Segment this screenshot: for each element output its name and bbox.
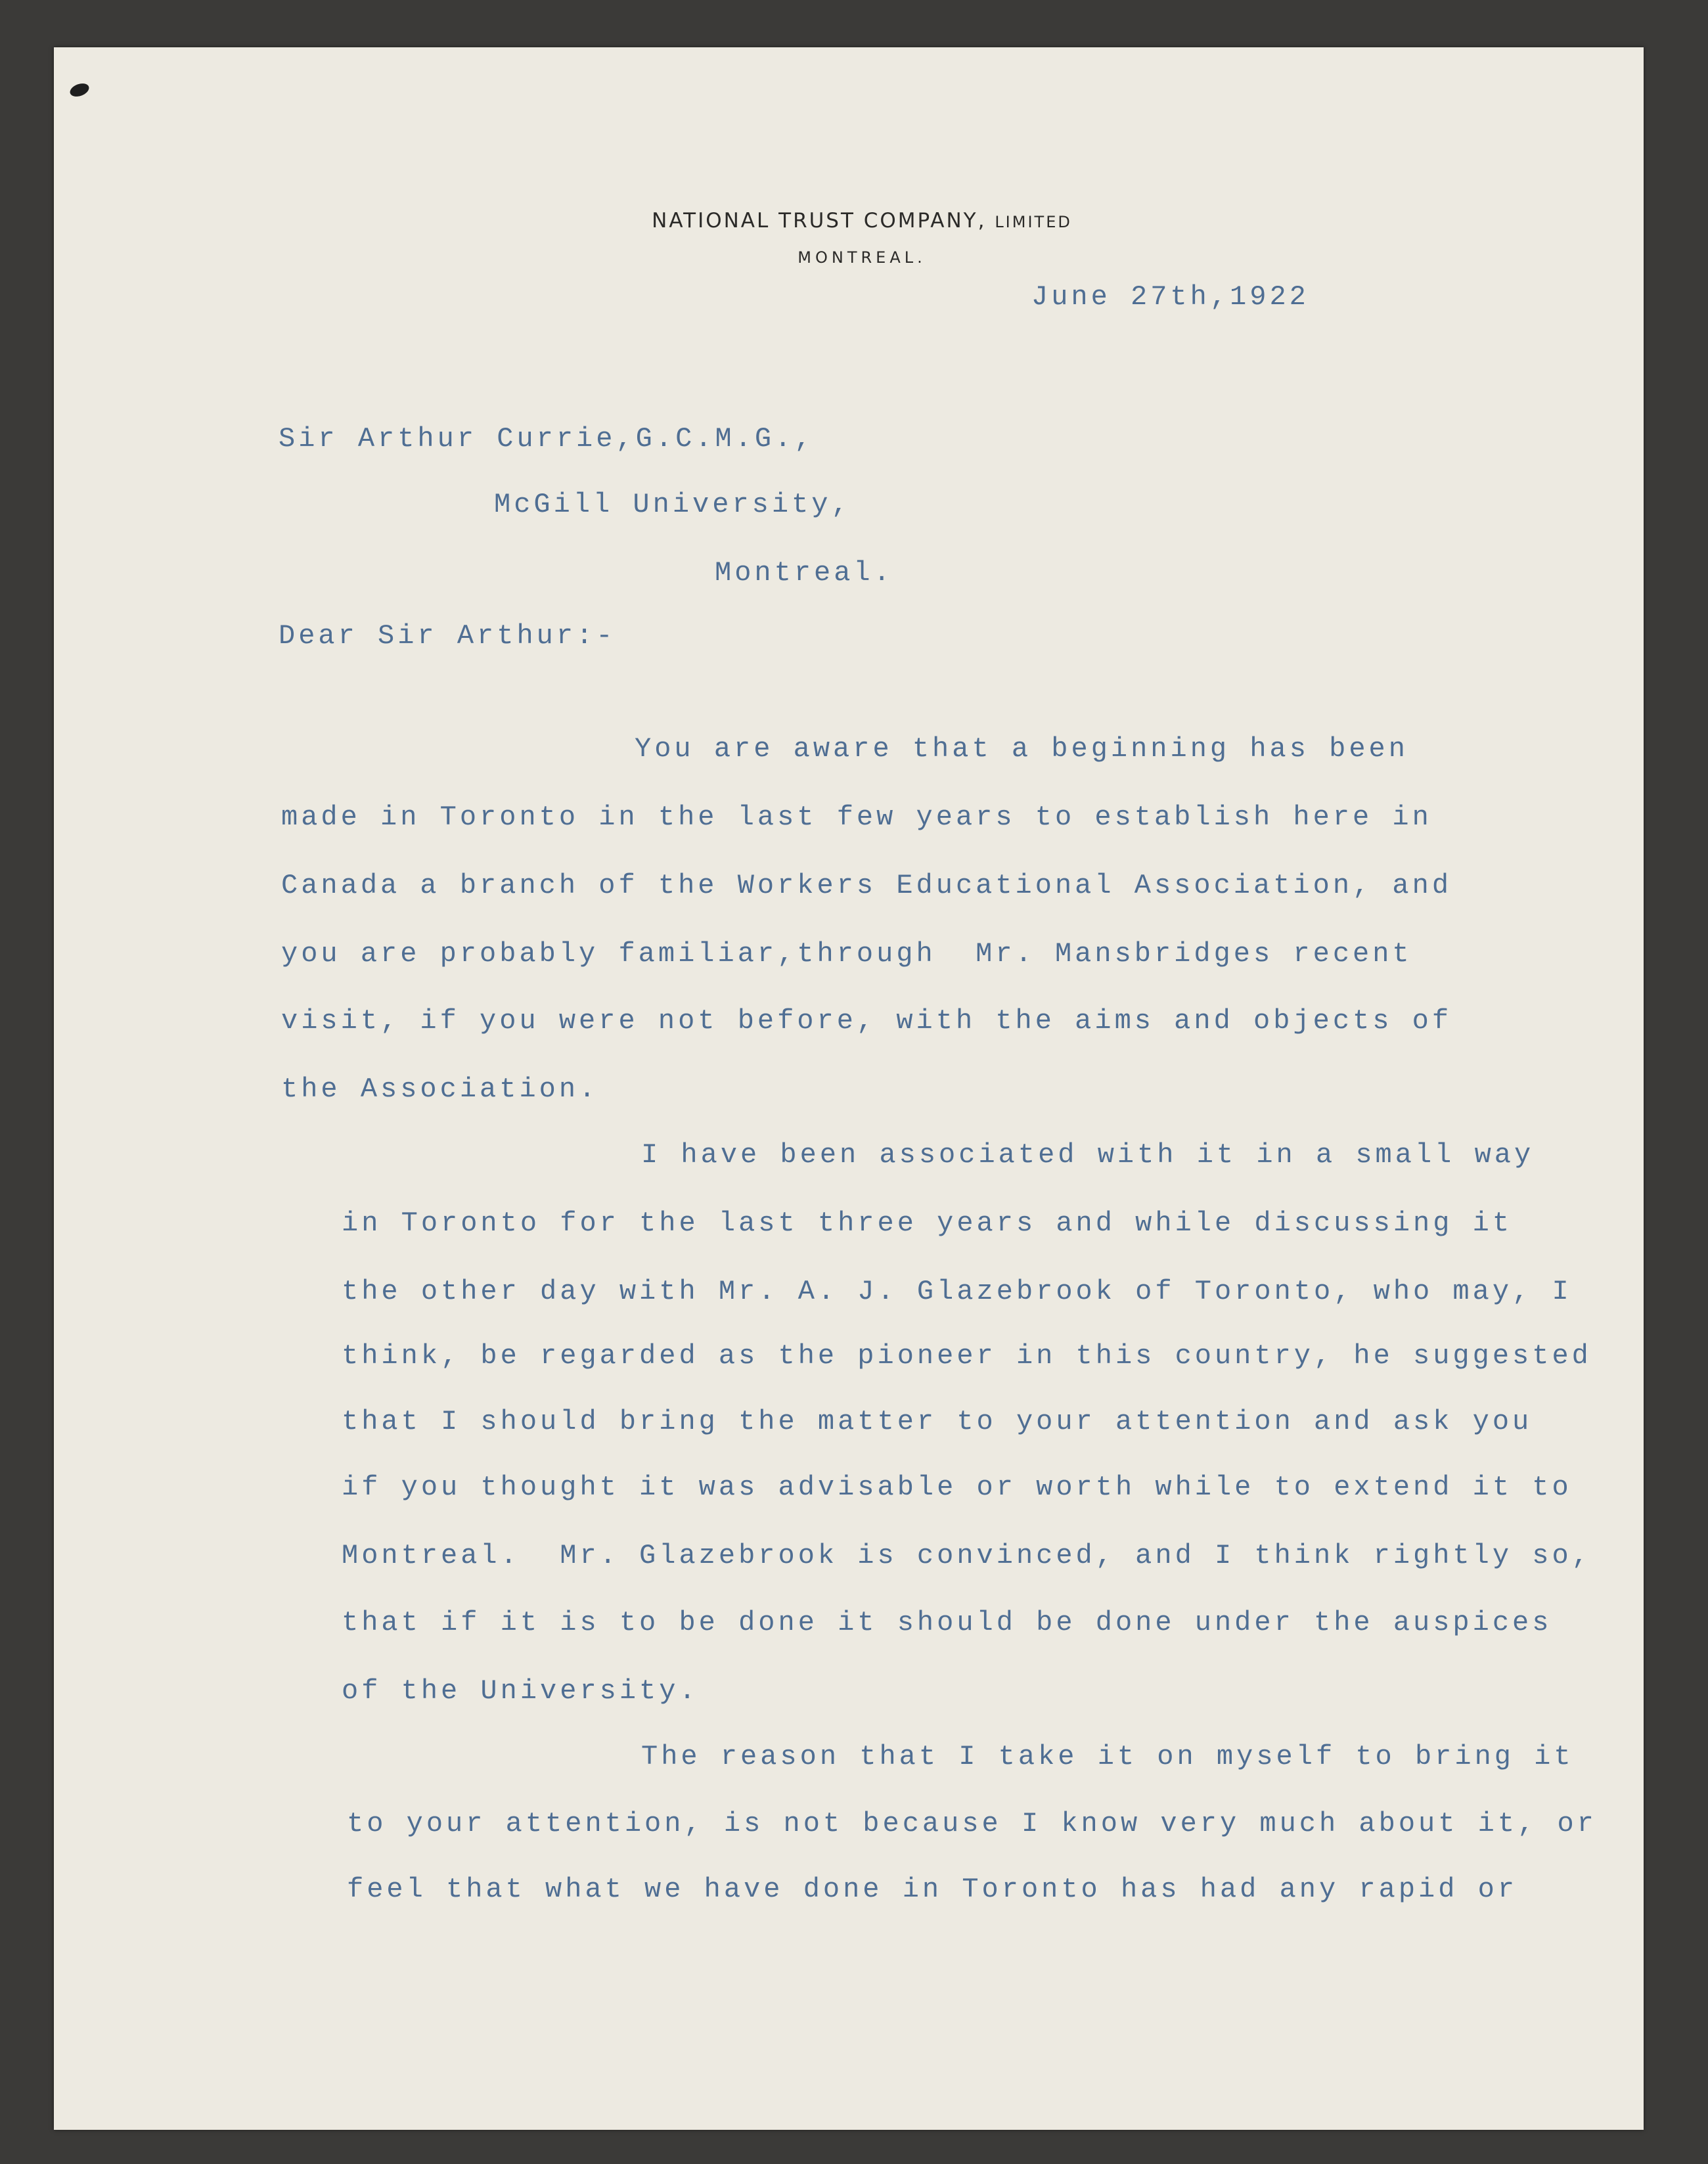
recipient-city: Montreal. bbox=[715, 557, 893, 589]
body-line: feel that what we have done in Toronto has had any rapid or bbox=[347, 1874, 1518, 1905]
recipient-institution: McGill University, bbox=[494, 489, 851, 520]
letterhead-company-name: NATIONAL TRUST COMPANY, bbox=[652, 209, 987, 233]
recipient-name: Sir Arthur Currie,G.C.M.G., bbox=[279, 423, 815, 455]
body-line: that I should bring the matter to your attention and ask you bbox=[342, 1406, 1533, 1437]
body-line: think, be regarded as the pioneer in this country, he suggested bbox=[342, 1340, 1592, 1372]
letterhead-company-suffix: LIMITED bbox=[995, 213, 1072, 231]
letter-date: June 27th,1922 bbox=[1031, 281, 1309, 313]
body-line: if you thought it was advisable or worth while to extend it to bbox=[342, 1472, 1572, 1503]
body-line: that if it is to be done it should be done under the auspices bbox=[342, 1607, 1552, 1638]
body-line: in Toronto for the last three years and while discussing it bbox=[342, 1207, 1513, 1239]
letterhead-company bbox=[560, 209, 1164, 233]
letterhead-city: MONTREAL. bbox=[798, 248, 926, 267]
body-line: The reason that I take it on myself to bring it bbox=[641, 1741, 1574, 1772]
body-line: the other day with Mr. A. J. Glazebrook of Toronto, who may, I bbox=[342, 1276, 1572, 1307]
salutation: Dear Sir Arthur:- bbox=[279, 620, 616, 652]
body-line: the Association. bbox=[281, 1073, 599, 1105]
body-line: of the University. bbox=[342, 1675, 699, 1707]
body-line: visit, if you were not before, with the aims and objects of bbox=[281, 1005, 1452, 1037]
body-line: I have been associated with it in a small way bbox=[641, 1139, 1535, 1171]
body-line: Montreal. Mr. Glazebrook is convinced, and I think rightly so, bbox=[342, 1540, 1592, 1571]
body-line: Canada a branch of the Workers Educational Association, and bbox=[281, 870, 1452, 901]
body-line: to your attention, is not because I know very much about it, or bbox=[347, 1808, 1597, 1839]
body-line: you are probably familiar,through Mr. Mansbridges recent bbox=[281, 938, 1412, 970]
body-line: made in Toronto in the last few years to establish here in bbox=[281, 801, 1432, 833]
body-line: You are aware that a beginning has been bbox=[635, 733, 1408, 765]
